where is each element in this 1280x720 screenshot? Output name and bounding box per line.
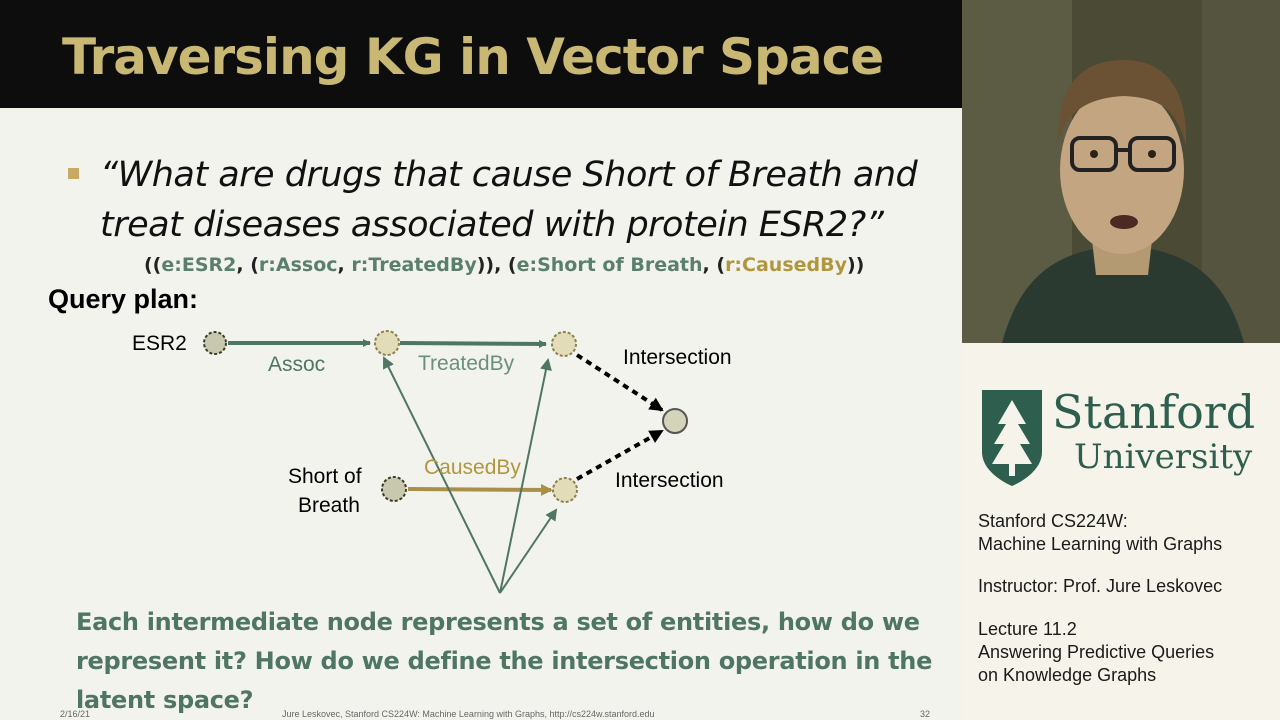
question-line-2: treat diseases associated with protein ESR2?”	[100, 205, 884, 245]
label-intersection-top: Intersection	[623, 346, 732, 369]
lecture-line-1: Lecture 11.2	[978, 619, 1077, 639]
slide-footer	[0, 708, 962, 720]
footer-page-number: 32	[920, 709, 931, 719]
query-punct: )), (	[476, 254, 517, 276]
query-punct: ((	[144, 254, 162, 276]
node-esr2	[204, 332, 226, 354]
node-intersection-result	[663, 409, 687, 433]
label-short-of-breath-2: Breath	[298, 494, 360, 517]
footer-credit: Jure Leskovec, Stanford CS224W: Machine Learning with Graphs, http://cs224w.stanford.edu	[282, 709, 655, 719]
node-assoc-set	[375, 331, 399, 355]
instructor-video	[962, 0, 1280, 343]
edge-treatedby	[400, 343, 546, 344]
node-treatedby-set	[552, 332, 576, 356]
course-info	[978, 510, 1222, 556]
query-relation-causedby: r:CausedBy	[725, 254, 847, 276]
logo-university-text: University	[1074, 437, 1253, 477]
query-punct: , (	[236, 254, 259, 276]
label-intersection-bottom: Intersection	[615, 469, 724, 492]
query-punct: , (	[702, 254, 726, 276]
node-causedby-set	[553, 478, 577, 502]
lecture-info	[978, 618, 1214, 687]
query-entity-esr2: e:ESR2	[161, 254, 237, 276]
query-punct: ))	[847, 254, 865, 276]
logo-stanford-text: Stanford	[1052, 385, 1256, 439]
edge-causedby	[408, 489, 551, 490]
query-relation-assoc: r:Assoc	[258, 254, 338, 276]
slide-title: Traversing KG in Vector Space	[62, 28, 884, 86]
course-line-1: Stanford CS224W:	[978, 511, 1128, 531]
lecture-line-3: on Knowledge Graphs	[978, 665, 1157, 685]
presenter-image	[962, 0, 1280, 343]
stanford-logo	[978, 382, 1268, 492]
side-panel	[962, 0, 1280, 720]
course-line-2: Machine Learning with Graphs	[978, 534, 1223, 554]
bottom-question: Each intermediate node represents a set of entities, how do we represent it? How do we define the intersection operation in the latent space?	[76, 608, 933, 714]
lecture-line-2: Answering Predictive Queries	[978, 642, 1215, 662]
instructor-info: Instructor: Prof. Jure Leskovec	[978, 576, 1223, 596]
query-plan-title: Query plan:	[48, 284, 199, 314]
label-causedby: CausedBy	[424, 456, 521, 479]
label-assoc: Assoc	[268, 353, 326, 376]
label-treatedby: TreatedBy	[418, 352, 515, 375]
query-relation-treatedby: r:TreatedBy	[351, 254, 477, 276]
node-short-of-breath	[382, 477, 406, 501]
label-esr2: ESR2	[132, 332, 187, 355]
query-punct: ,	[337, 254, 352, 276]
label-short-of-breath-1: Short of	[288, 465, 362, 488]
query-entity-short-of-breath: e:Short of Breath	[516, 254, 703, 276]
footer-date: 2/16/21	[60, 709, 91, 719]
question-line-1: “What are drugs that cause Short of Breath and	[100, 155, 918, 195]
